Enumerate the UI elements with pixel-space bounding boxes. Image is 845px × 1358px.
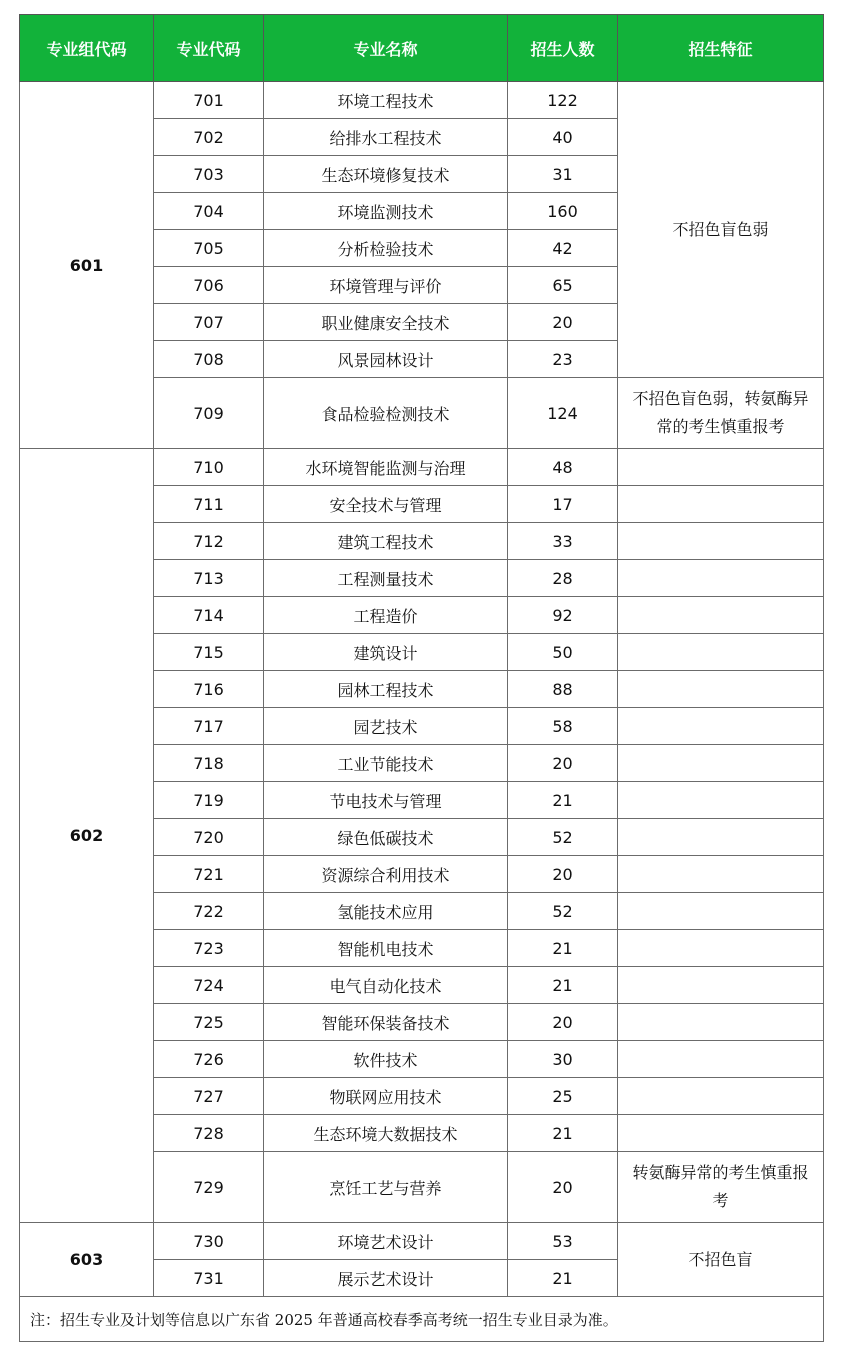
features-empty xyxy=(618,1078,824,1115)
features-empty xyxy=(618,597,824,634)
major-name: 风景园林设计 xyxy=(264,341,508,378)
features-601-main: 不招色盲色弱 xyxy=(618,82,824,378)
major-name: 氢能技术应用 xyxy=(264,893,508,930)
major-code: 726 xyxy=(154,1041,264,1078)
major-name: 环境监测技术 xyxy=(264,193,508,230)
major-name: 烹饪工艺与营养 xyxy=(264,1152,508,1223)
major-name: 智能机电技术 xyxy=(264,930,508,967)
major-code: 727 xyxy=(154,1078,264,1115)
enrollment-count: 20 xyxy=(508,745,618,782)
enrollment-count: 52 xyxy=(508,819,618,856)
major-code: 711 xyxy=(154,486,264,523)
major-name: 给排水工程技术 xyxy=(264,119,508,156)
features-empty xyxy=(618,523,824,560)
major-name: 物联网应用技术 xyxy=(264,1078,508,1115)
features-empty xyxy=(618,1115,824,1152)
features-603: 不招色盲 xyxy=(618,1223,824,1297)
enrollment-count: 21 xyxy=(508,782,618,819)
enrollment-count: 52 xyxy=(508,893,618,930)
enrollment-count: 53 xyxy=(508,1223,618,1260)
major-name: 工程测量技术 xyxy=(264,560,508,597)
major-name: 工程造价 xyxy=(264,597,508,634)
enrollment-count: 21 xyxy=(508,967,618,1004)
major-code: 716 xyxy=(154,671,264,708)
header-row xyxy=(20,15,824,82)
major-code: 718 xyxy=(154,745,264,782)
table-header xyxy=(20,15,824,82)
features-empty xyxy=(618,1004,824,1041)
enrollment-count: 20 xyxy=(508,304,618,341)
enrollment-count: 21 xyxy=(508,930,618,967)
features-empty xyxy=(618,486,824,523)
enrollment-count: 65 xyxy=(508,267,618,304)
major-code: 729 xyxy=(154,1152,264,1223)
major-code: 701 xyxy=(154,82,264,119)
major-name: 环境管理与评价 xyxy=(264,267,508,304)
header-major-code: 专业代码 xyxy=(154,15,264,82)
major-name: 环境工程技术 xyxy=(264,82,508,119)
admissions-table xyxy=(19,14,824,1342)
major-code: 706 xyxy=(154,267,264,304)
group-code-603: 603 xyxy=(20,1223,154,1297)
major-name: 安全技术与管理 xyxy=(264,486,508,523)
major-code: 730 xyxy=(154,1223,264,1260)
enrollment-count: 30 xyxy=(508,1041,618,1078)
major-code: 708 xyxy=(154,341,264,378)
features-729: 转氨酶异常的考生慎重报考 xyxy=(618,1152,824,1223)
major-code: 724 xyxy=(154,967,264,1004)
major-code: 705 xyxy=(154,230,264,267)
header-enrollment: 招生人数 xyxy=(508,15,618,82)
major-code: 709 xyxy=(154,378,264,449)
group-code-601: 601 xyxy=(20,82,154,449)
features-empty xyxy=(618,819,824,856)
enrollment-count: 92 xyxy=(508,597,618,634)
major-name: 展示艺术设计 xyxy=(264,1260,508,1297)
major-code: 721 xyxy=(154,856,264,893)
enrollment-count: 20 xyxy=(508,856,618,893)
major-code: 720 xyxy=(154,819,264,856)
major-code: 703 xyxy=(154,156,264,193)
major-name: 资源综合利用技术 xyxy=(264,856,508,893)
enrollment-count: 124 xyxy=(508,378,618,449)
major-code: 707 xyxy=(154,304,264,341)
enrollment-count: 42 xyxy=(508,230,618,267)
major-code: 713 xyxy=(154,560,264,597)
enrollment-count: 17 xyxy=(508,486,618,523)
major-name: 水环境智能监测与治理 xyxy=(264,449,508,486)
features-empty xyxy=(618,634,824,671)
features-empty xyxy=(618,967,824,1004)
enrollment-count: 21 xyxy=(508,1260,618,1297)
major-name: 环境艺术设计 xyxy=(264,1223,508,1260)
major-code: 725 xyxy=(154,1004,264,1041)
features-empty xyxy=(618,671,824,708)
features-empty xyxy=(618,856,824,893)
features-709: 不招色盲色弱，转氨酶异常的考生慎重报考 xyxy=(618,378,824,449)
major-name: 智能环保装备技术 xyxy=(264,1004,508,1041)
enrollment-count: 28 xyxy=(508,560,618,597)
major-code: 717 xyxy=(154,708,264,745)
enrollment-count: 88 xyxy=(508,671,618,708)
features-empty xyxy=(618,893,824,930)
major-code: 715 xyxy=(154,634,264,671)
major-name: 食品检验检测技术 xyxy=(264,378,508,449)
table-row xyxy=(20,449,824,486)
enrollment-count: 20 xyxy=(508,1152,618,1223)
major-name: 绿色低碳技术 xyxy=(264,819,508,856)
features-empty xyxy=(618,1041,824,1078)
major-code: 719 xyxy=(154,782,264,819)
major-name: 电气自动化技术 xyxy=(264,967,508,1004)
major-code: 702 xyxy=(154,119,264,156)
enrollment-count: 122 xyxy=(508,82,618,119)
major-code: 710 xyxy=(154,449,264,486)
table-row xyxy=(20,1223,824,1260)
enrollment-count: 160 xyxy=(508,193,618,230)
major-code: 731 xyxy=(154,1260,264,1297)
major-name: 生态环境大数据技术 xyxy=(264,1115,508,1152)
major-name: 园艺技术 xyxy=(264,708,508,745)
major-name: 园林工程技术 xyxy=(264,671,508,708)
features-empty xyxy=(618,930,824,967)
features-empty xyxy=(618,745,824,782)
major-name: 工业节能技术 xyxy=(264,745,508,782)
table-row xyxy=(20,82,824,119)
features-empty xyxy=(618,560,824,597)
table-body xyxy=(20,82,824,1342)
major-code: 723 xyxy=(154,930,264,967)
major-code: 722 xyxy=(154,893,264,930)
features-empty xyxy=(618,449,824,486)
major-name: 节电技术与管理 xyxy=(264,782,508,819)
major-name: 分析检验技术 xyxy=(264,230,508,267)
footnote: 注：招生专业及计划等信息以广东省 2025 年普通高校春季高考统一招生专业目录为准。 xyxy=(20,1297,824,1342)
enrollment-count: 58 xyxy=(508,708,618,745)
features-empty xyxy=(618,708,824,745)
admissions-table-container xyxy=(19,14,823,1342)
note-row xyxy=(20,1297,824,1342)
header-group-code: 专业组代码 xyxy=(20,15,154,82)
major-name: 软件技术 xyxy=(264,1041,508,1078)
major-name: 生态环境修复技术 xyxy=(264,156,508,193)
group-code-602: 602 xyxy=(20,449,154,1223)
enrollment-count: 50 xyxy=(508,634,618,671)
enrollment-count: 31 xyxy=(508,156,618,193)
major-name: 职业健康安全技术 xyxy=(264,304,508,341)
enrollment-count: 23 xyxy=(508,341,618,378)
major-name: 建筑设计 xyxy=(264,634,508,671)
major-code: 728 xyxy=(154,1115,264,1152)
major-code: 714 xyxy=(154,597,264,634)
major-code: 704 xyxy=(154,193,264,230)
enrollment-count: 33 xyxy=(508,523,618,560)
header-features: 招生特征 xyxy=(618,15,824,82)
major-name: 建筑工程技术 xyxy=(264,523,508,560)
enrollment-count: 20 xyxy=(508,1004,618,1041)
major-code: 712 xyxy=(154,523,264,560)
enrollment-count: 21 xyxy=(508,1115,618,1152)
header-major-name: 专业名称 xyxy=(264,15,508,82)
enrollment-count: 40 xyxy=(508,119,618,156)
features-empty xyxy=(618,782,824,819)
enrollment-count: 25 xyxy=(508,1078,618,1115)
enrollment-count: 48 xyxy=(508,449,618,486)
